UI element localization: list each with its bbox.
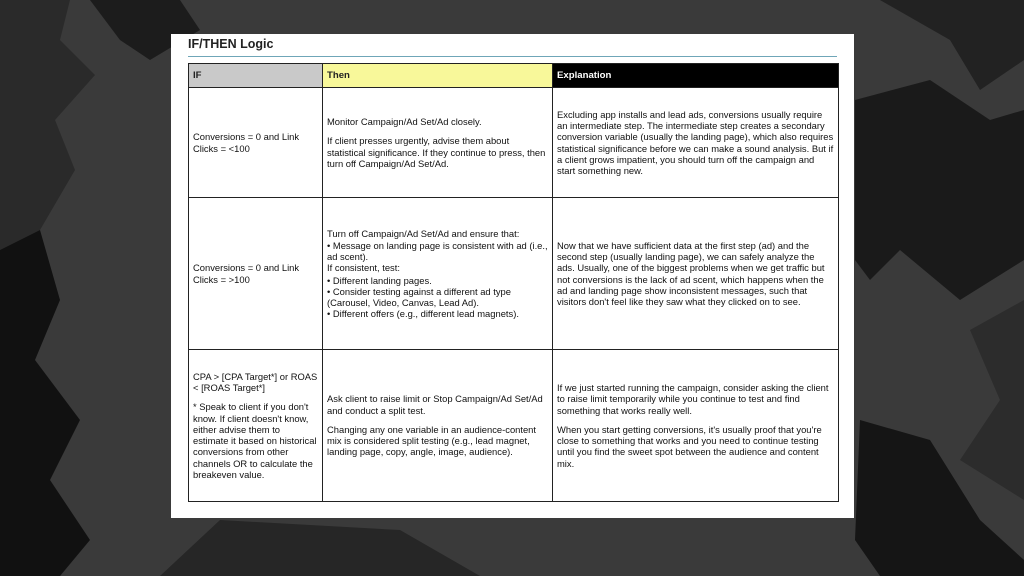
list-item: • Different landing pages.	[327, 275, 548, 286]
then-text: Ask client to raise limit or Stop Campaign/Ad Set/Ad and conduct a split test.	[327, 393, 543, 416]
list-item: • Message on landing page is consistent with ad (i.e., ad scent).	[327, 240, 548, 262]
table-header-row	[189, 64, 839, 88]
title-underline	[188, 56, 837, 57]
then-text: Turn off Campaign/Ad Set/Ad and ensure that:	[327, 227, 520, 239]
explanation-cell: Now that we have sufficient data at the first step (ad) and the second step (usually landing page), we can safely analyze the ads. Usually, one of the biggest problems when we get traffic but not conversions is the lack of ad scent, which happens when the ad and landing page show inconsistent messages, such that visitors don't feel like they saw what they clicked on to see.	[553, 198, 839, 350]
explanation-text: If we just started running the campaign, consider asking the client to raise limit temporarily while you continue to test and find something that works really well.	[557, 382, 829, 416]
then-text: If consistent, test:	[327, 262, 400, 274]
explanation-text: When you start getting conversions, it's usually proof that you're close to something that works and you need to continue testing until you find the sweet spot between the audience and content mix.	[557, 423, 822, 469]
then-text: If client presses urgently, advise them about statistical significance. If they continue to press, then turn off Campaign/Ad Set/Ad.	[327, 135, 546, 169]
header-then: Then	[323, 64, 553, 88]
then-text: Changing any one variable in an audience-content mix is considered split testing (e.g., lead magnet, landing page, copy, angle, image, audience).	[327, 423, 537, 458]
table-row	[189, 350, 839, 502]
then-cell	[323, 88, 553, 198]
if-cell: Conversions = 0 and Link Clicks = <100	[189, 88, 323, 198]
header-if: IF	[189, 64, 323, 88]
then-cell	[323, 350, 553, 502]
table-row	[189, 88, 839, 198]
if-cell: Conversions = 0 and Link Clicks = >100	[189, 198, 323, 350]
list-item: • Different offers (e.g., different lead magnets).	[327, 308, 548, 319]
document-title: IF/THEN Logic	[188, 37, 274, 51]
if-footnote: * Speak to client if you don't know. If client doesn't know, either advise them to estimate it based on historical conversions from other channels OR to calculate the breakeven value.	[193, 401, 317, 480]
explanation-cell	[553, 350, 839, 502]
document-page	[171, 34, 854, 518]
if-then-table	[188, 63, 839, 502]
then-cell	[323, 198, 553, 350]
table-row	[189, 198, 839, 350]
if-text: CPA > [CPA Target*] or ROAS < [ROAS Target*]	[193, 371, 318, 394]
list-item: • Consider testing against a different ad type (Carousel, Video, Canvas, Lead Ad).	[327, 286, 548, 308]
explanation-cell: Excluding app installs and lead ads, conversions usually require an intermediate step. The intermediate step creates a secondary conversion variable (usually the landing page), which also requires statistical significance before we can make a sound analysis. But if a client grows impatient, you should turn off the campaign and start something new.	[553, 88, 839, 198]
then-list	[327, 240, 548, 262]
if-cell	[189, 350, 323, 502]
header-explanation: Explanation	[553, 64, 839, 88]
then-text: Monitor Campaign/Ad Set/Ad closely.	[327, 116, 482, 128]
then-test-list	[327, 275, 548, 320]
